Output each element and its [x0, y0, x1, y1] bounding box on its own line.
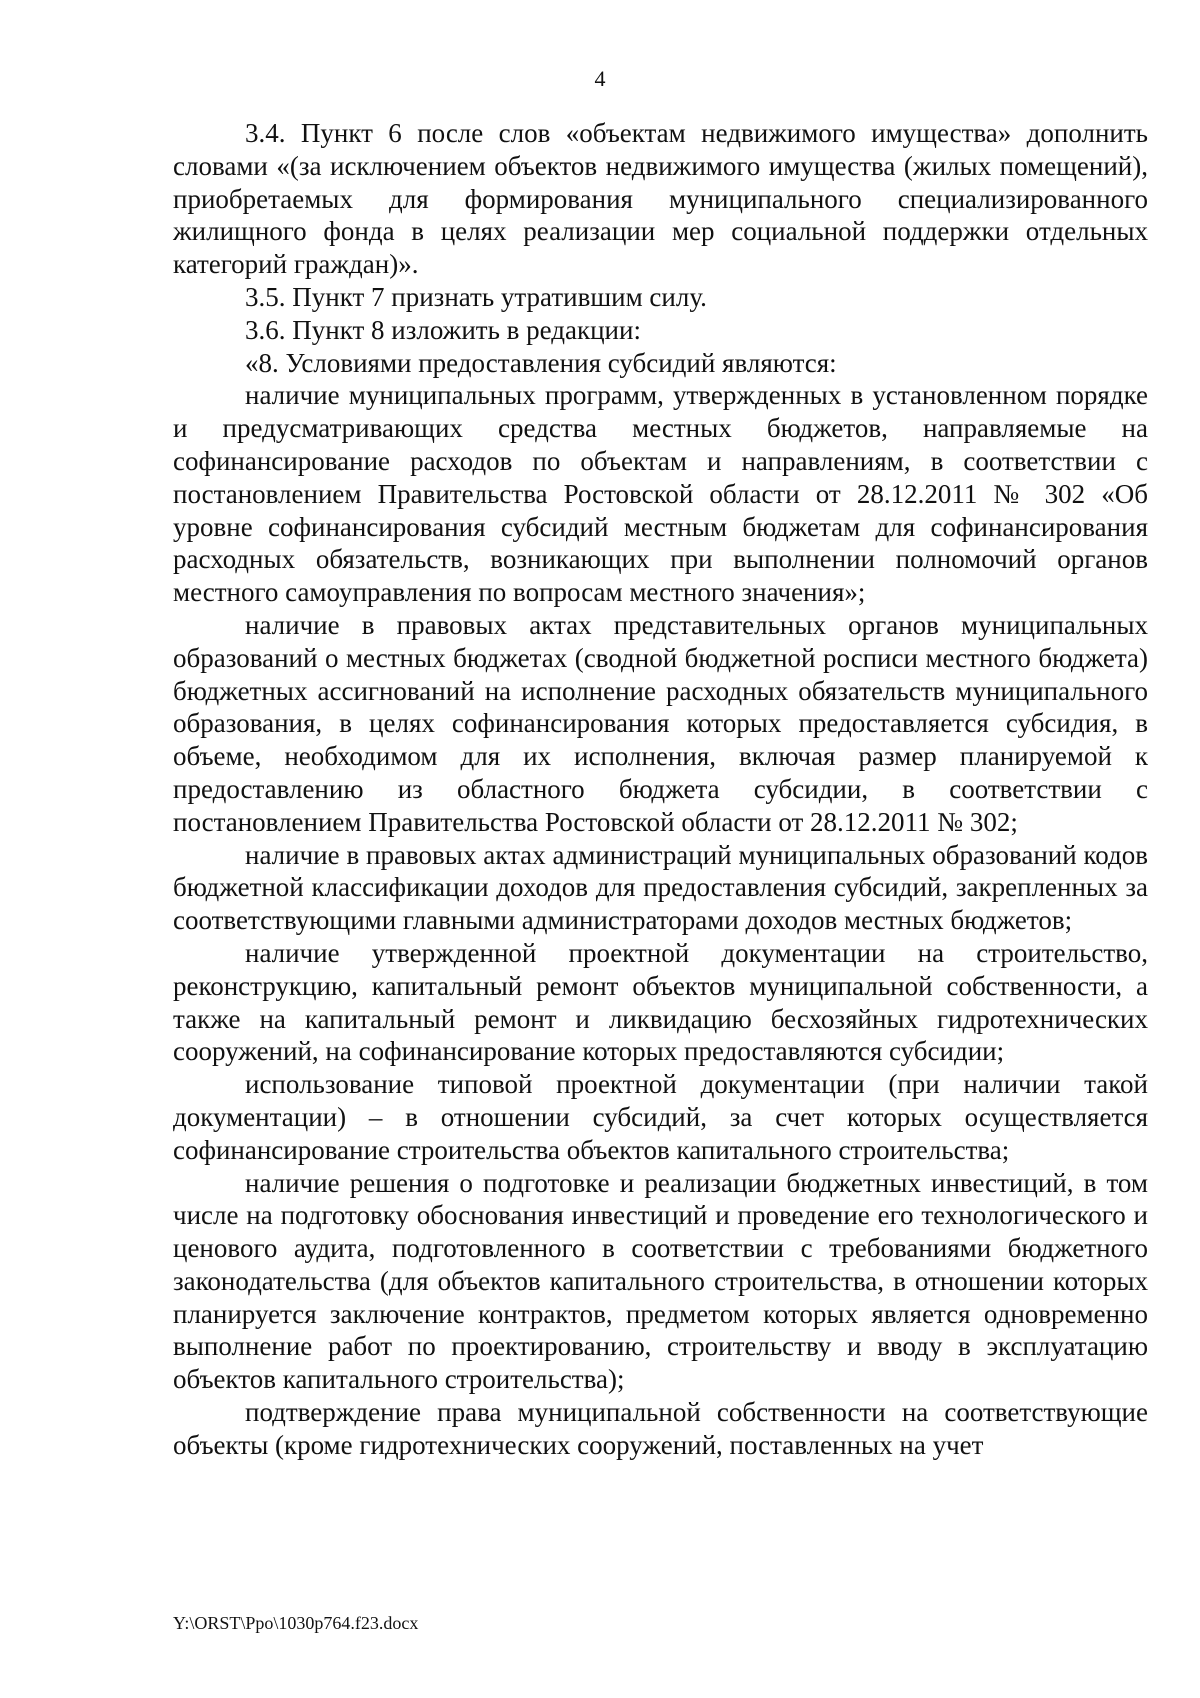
page-number: 4	[594, 66, 606, 91]
condition-classification-codes: наличие в правовых актах администраций муниципальных образований кодов бюджетной классификации доходов для предоставления субсидий, закрепленных за соответствующими главными администраторами доходов местных бюджетов;	[173, 839, 1148, 936]
condition-ownership-confirmation: подтверждение права муниципальной собственности на соответствующие объекты (кроме гидротехнических сооружений, поставленных на учет	[173, 1397, 1148, 1460]
paragraph-3-6: 3.6. Пункт 8 изложить в редакции:	[245, 314, 641, 345]
paragraph-3-5: 3.5. Пункт 7 признать утратившим силу.	[245, 281, 707, 312]
footer-file-path: Y:\ORST\Ppo\1030p764.f23.docx	[173, 1613, 419, 1633]
paragraph-item-8-heading: «8. Условиями предоставления субсидий являются:	[245, 347, 837, 378]
condition-budget-allocations: наличие в правовых актах представительных органов муниципальных образований о местных бюджетах (сводной бюджетной росписи местного бюджета) бюджетных ассигнований на исполнение расходных обязательств муниципального образования, в целях софинансирования которых предоставляется субсидия, в объеме, необходимом для их исполнения, включая размер планируемой к предоставлению из областного бюджета субсидии, в соответствии с постановлением Правительства Ростовской области от 28.12.2011 № 302;	[173, 609, 1148, 837]
condition-typical-documentation: использование типовой проектной документации (при наличии такой документации) – в отношении субсидий, за счет которых осуществляется софинансирование строительства объектов капитального строительства;	[173, 1069, 1148, 1165]
condition-project-documentation: наличие утвержденной проектной документации на строительство, реконструкцию, капитальный ремонт объектов муниципальной собственности, а также на капитальный ремонт и ликвидацию бесхозяйных гидротехнических сооружений, на софинансирование которых предоставляются субсидии;	[173, 937, 1148, 1067]
document-body	[173, 117, 1148, 1462]
condition-municipal-programs: наличие муниципальных программ, утвержденных в установленном порядке и предусматривающих средства местных бюджетов, направляемые на софинансирование расходов по объектам и направлениям, в соответствии с постановлением Правительства Ростовской области от 28.12.2011 № 302 «Об уровне софинансирования субсидий местным бюджетам для софинансирования расходных обязательств, возникающих при выполнении полномочий органов местного самоуправления по вопросам местного значения»;	[173, 380, 1148, 608]
paragraph-3-4: 3.4. Пункт 6 после слов «объектам недвижимого имущества» дополнить словами «(за исключением объектов недвижимого имущества (жилых помещений), приобретаемых для формирования муниципального специализированного жилищного фонда в целях реализации мер социальной поддержки отдельных категорий граждан)».	[173, 118, 1148, 280]
condition-investment-decision: наличие решения о подготовке и реализации бюджетных инвестиций, в том числе на подготовку обоснования инвестиций и проведение его технологического и ценового аудита, подготовленного в соответствии с требованиями бюджетного законодательства (для объектов капитального строительства, в отношении которых планируется заключение контрактов, предметом которых является одновременно выполнение работ по проектированию, строительству и вводу в эксплуатацию объектов капитального строительства);	[173, 1167, 1148, 1395]
